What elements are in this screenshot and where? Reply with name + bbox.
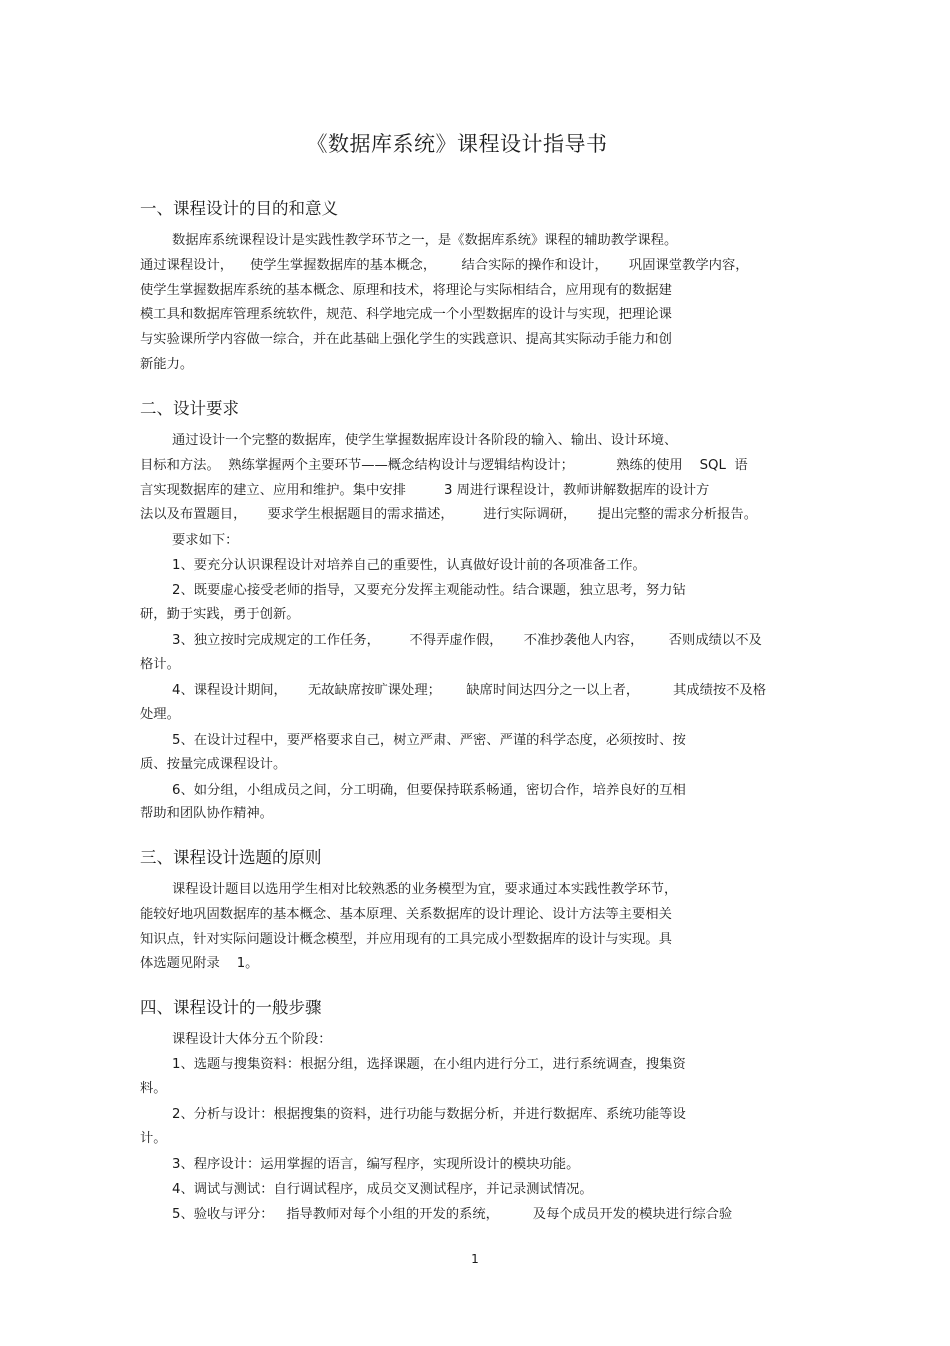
paragraph-line: 使学生掌握数据库系统的基本概念、原理和技术，将理论与实际相结合，应用现有的数据建 xyxy=(140,283,672,298)
list-item: 5、验收与评分： 指导教师对每个小组的开发的系统， 及每个成员开发的模块进行综合验 xyxy=(172,1207,733,1222)
paragraph-line: 新能力。 xyxy=(140,357,194,372)
list-item: 5、在设计过程中，要严格要求自己，树立严肃、严密、严谨的科学态度，必须按时、按 xyxy=(172,733,686,748)
list-item-continuation: 计。 xyxy=(140,1131,167,1146)
page-number: 1 xyxy=(471,1252,479,1266)
paragraph-line: 能较好地巩固数据库的基本概念、基本原理、关系数据库的设计理论、设计方法等主要相关 xyxy=(140,907,672,922)
list-item-continuation: 质、按量完成课程设计。 xyxy=(140,757,287,772)
paragraph-line: 模工具和数据库管理系统软件，规范、科学地完成一个小型数据库的设计与实现，把理论课 xyxy=(140,307,672,322)
paragraph-line: 通过设计一个完整的数据库，使学生掌握数据库设计各阶段的输入、输出、设计环境、 xyxy=(172,433,678,448)
paragraph-line: 与实验课所学内容做一综合，并在此基础上强化学生的实践意识、提高其实际动手能力和创 xyxy=(140,332,672,347)
list-item: 6、如分组，小组成员之间，分工明确，但要保持联系畅通，密切合作，培养良好的互相 xyxy=(172,783,686,798)
list-item-continuation: 格计。 xyxy=(140,657,180,672)
paragraph-line: 通过课程设计， 使学生掌握数据库的基本概念， 结合实际的操作和设计， 巩固课堂教学内容， xyxy=(140,258,749,273)
paragraph-line: 言实现数据库的建立、应用和维护。集中安排 3 周进行课程设计，教师讲解数据库的设计方 xyxy=(140,483,710,498)
paragraph-line: 法以及布置题目， 要求学生根据题目的需求描述， 进行实际调研， 提出完整的需求分析报告。 xyxy=(140,507,758,522)
list-item-continuation: 研，勤于实践，勇于创新。 xyxy=(140,607,300,622)
document-title: 《数据库系统》课程设计指导书 xyxy=(306,132,608,156)
list-item-continuation: 帮助和团队协作精神。 xyxy=(140,806,273,821)
list-item: 1、选题与搜集资料：根据分组，选择课题，在小组内进行分工，进行系统调查，搜集资 xyxy=(172,1057,686,1072)
section-heading-topic-principles: 三、课程设计选题的原则 xyxy=(140,848,322,867)
list-item-continuation: 料。 xyxy=(140,1081,167,1096)
list-item: 1、要充分认识课程设计对培养自己的重要性，认真做好设计前的各项准备工作。 xyxy=(172,558,646,573)
list-item: 3、独立按时完成规定的工作任务， 不得弄虚作假， 不准抄袭他人内容， 否则成绩以不及 xyxy=(172,633,762,648)
section-heading-general-steps: 四、课程设计的一般步骤 xyxy=(140,998,322,1017)
paragraph-line: 课程设计大体分五个阶段： xyxy=(172,1032,332,1047)
paragraph-line: 目标和方法。 熟练掌握两个主要环节——概念结构设计与逻辑结构设计； 熟练的使用 SQL 语 xyxy=(140,458,748,473)
list-item: 2、既要虚心接受老师的指导，又要充分发挥主观能动性。结合课题，独立思考，努力钻 xyxy=(172,583,686,598)
paragraph-line: 知识点，针对实际问题设计概念模型，并应用现有的工具完成小型数据库的设计与实现。具 xyxy=(140,932,672,947)
paragraph-line: 课程设计题目以选用学生相对比较熟悉的业务模型为宜，要求通过本实践性教学环节， xyxy=(172,882,678,897)
section-heading-requirements: 二、设计要求 xyxy=(140,399,239,418)
paragraph-line: 要求如下： xyxy=(172,533,239,548)
list-item: 2、分析与设计：根据搜集的资料，进行功能与数据分析，并进行数据库、系统功能等设 xyxy=(172,1107,686,1122)
list-item: 3、程序设计：运用掌握的语言，编写程序，实现所设计的模块功能。 xyxy=(172,1157,580,1172)
paragraph-line: 数据库系统课程设计是实践性教学环节之一，是《数据库系统》课程的辅助教学课程。 xyxy=(172,233,678,248)
list-item: 4、调试与测试：自行调试程序，成员交叉测试程序，并记录测试情况。 xyxy=(172,1182,593,1197)
paragraph-line: 体选题见附录 1。 xyxy=(140,956,259,971)
list-item: 4、课程设计期间， 无故缺席按旷课处理； 缺席时间达四分之一以上者， 其成绩按不及格 xyxy=(172,683,767,698)
section-heading-purpose: 一、课程设计的目的和意义 xyxy=(140,199,338,218)
list-item-continuation: 处理。 xyxy=(140,707,180,722)
